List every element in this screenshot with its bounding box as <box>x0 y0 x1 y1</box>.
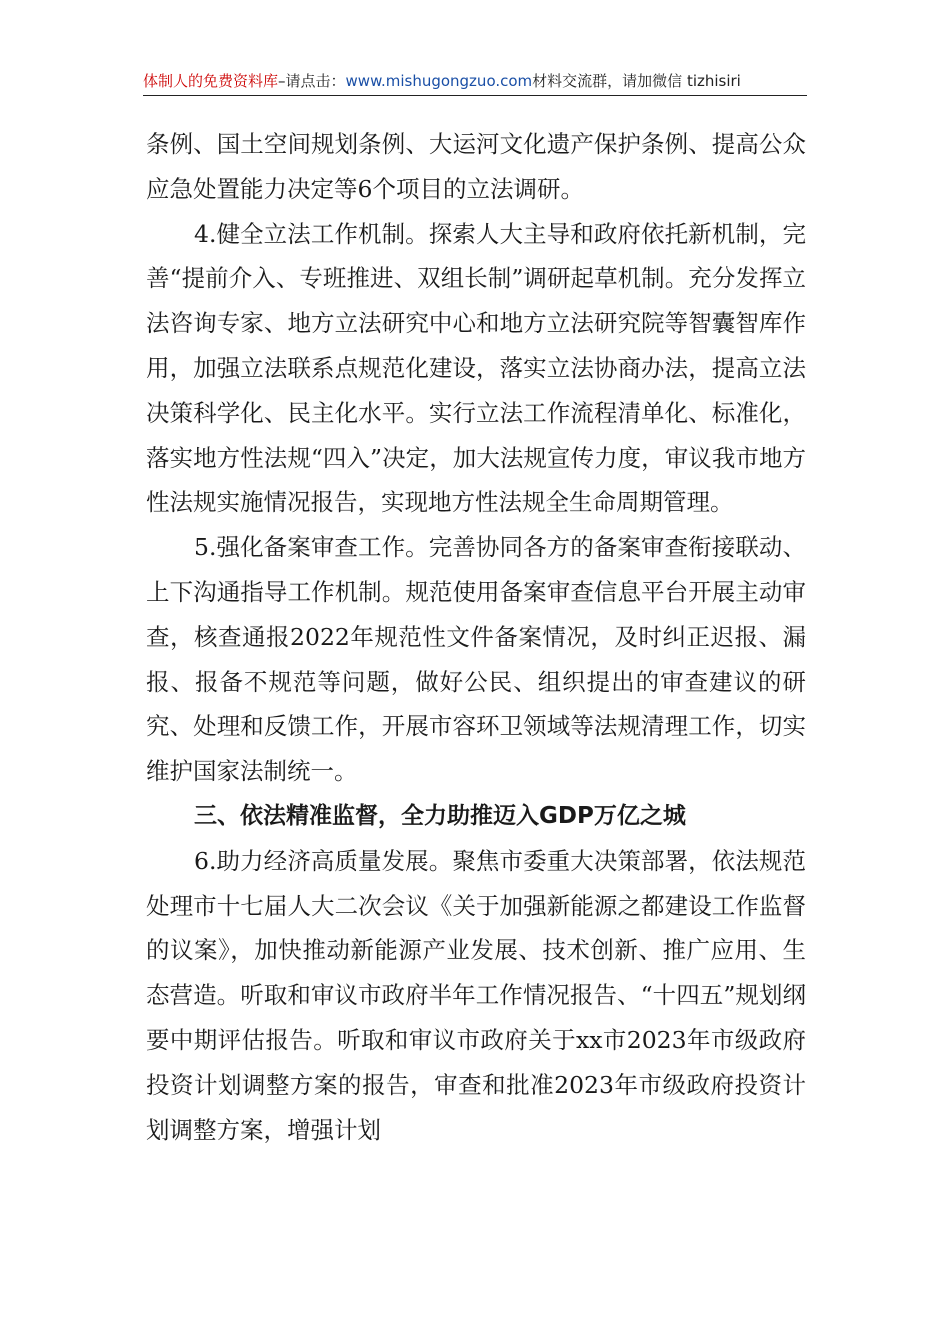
header-separator: –请点击： <box>278 72 346 90</box>
header-brand: 体制人的免费资料库 <box>143 72 279 90</box>
paragraph-item-4: 4.健全立法工作机制。探索人大主导和政府依托新机制，完善“提前介入、专班推进、双组长制”调研起草机制。充分发挥立法咨询专家、地方立法研究中心和地方立法研究院等智囊智库作用，加强立法联系点规范化建设，落实立法协商办法，提高立法决策科学化、民主化水平。实行立法工作流程清单化、标准化，落实地方性法规“四入”决定，加大法规宣传力度，审议我市地方性法规实施情况报告，实现地方性法规全生命周期管理。 <box>146 219 806 517</box>
header-note: 材料交流群，请加微信 tizhisiri <box>532 72 741 90</box>
paragraph-item-6: 6.助力经济高质量发展。聚焦市委重大决策部署，依法规范处理市十七届人大二次会议《关于加强新能源之都建设工作监督的议案》，加快推动新能源产业发展、技术创新、推广应用、生态营造。听取和审议市政府半年工作情况报告、“十四五”规划纲要中期评估报告。听取和审议市政府关于xx市2023年市级政府投资计划调整方案的报告，审查和批准2023年市级政府投资计划调整方案，增强计划 <box>146 846 806 1144</box>
section-heading-3: 三、依法精准监督，全力助推迈入GDP万亿之城 <box>194 802 686 829</box>
page-header <box>143 66 807 96</box>
paragraph-item-5: 5.强化备案审查工作。完善协同各方的备案审查衔接联动、上下沟通指导工作机制。规范使用备案审查信息平台开展主动审查，核查通报2022年规范性文件备案情况，及时纠正迟报、漏报、报备不规范等问题，做好公民、组织提出的审查建议的研究、处理和反馈工作，开展市容环卫领域等法规清理工作，切实维护国家法制统一。 <box>146 533 806 786</box>
header-url-link[interactable]: www.mishugongzuo.com <box>345 72 533 90</box>
paragraph-continued: 条例、国土空间规划条例、大运河文化遗产保护条例、提高公众应急处置能力决定等6个项目的立法调研。 <box>146 130 806 203</box>
document-body <box>146 122 806 1152</box>
